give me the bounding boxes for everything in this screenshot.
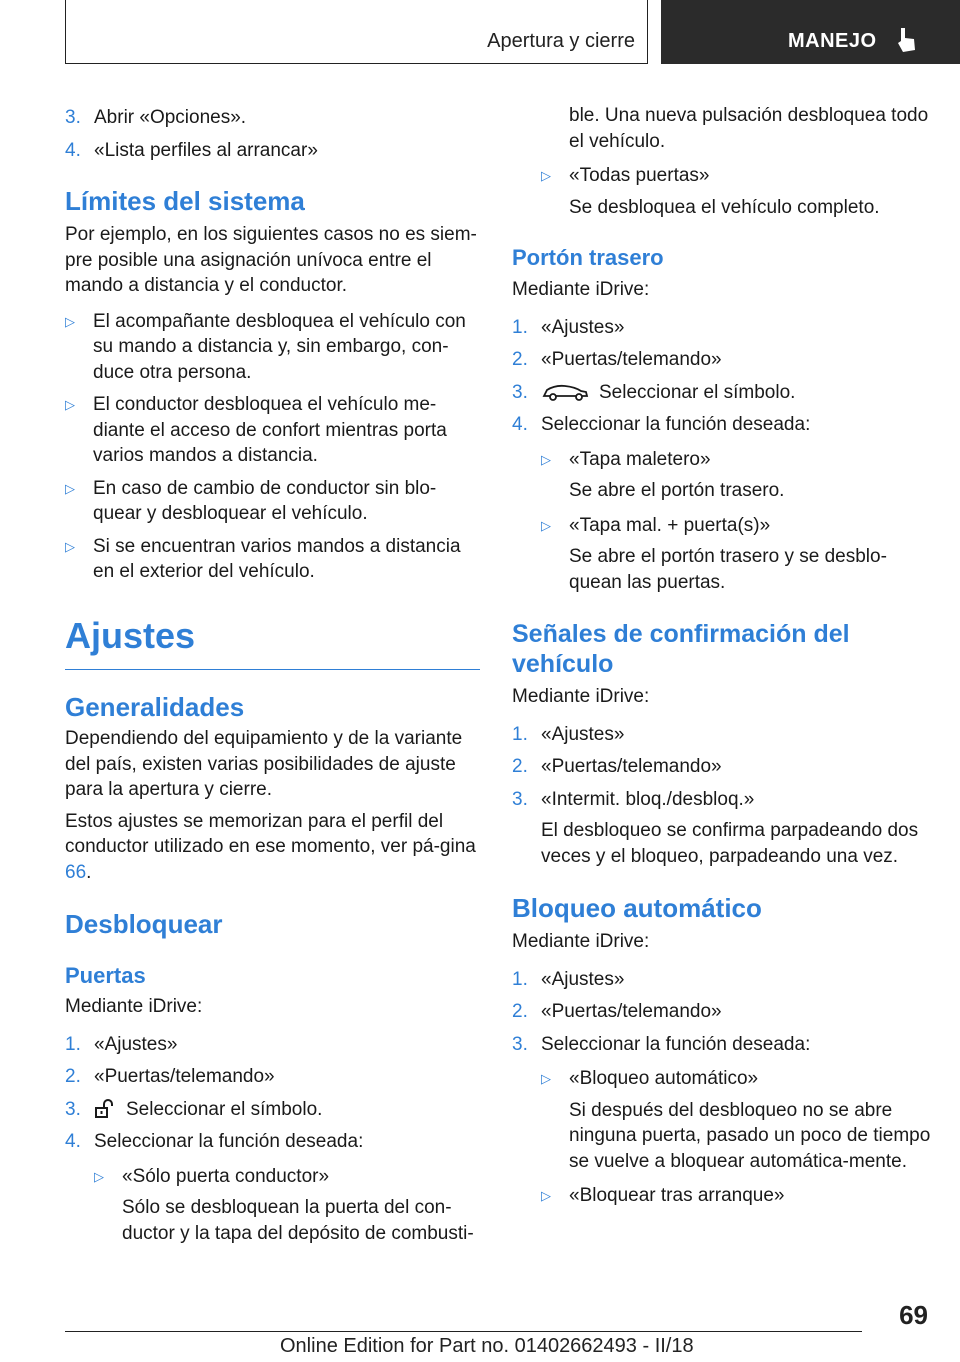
triangle-bullet-icon: ▷ [94, 1168, 104, 1184]
option-description: Sólo se desbloquean la puerta del con-ductor y la tapa del depósito de combusti- [122, 1197, 474, 1244]
chapter-tab[interactable] [661, 0, 960, 64]
general-paragraph-2: Estos ajustes se memorizan para el perfil del conductor utilizado en ese momento, ver pá-gina 66. [65, 810, 476, 883]
general-heading: Generalidades [65, 692, 245, 722]
list-item: 3. Seleccionar el símbolo. [65, 1098, 323, 1120]
triangle-bullet-icon: ▷ [65, 538, 75, 554]
option-description: Se abre el portón trasero. [569, 480, 785, 501]
edition-footer: Online Edition for Part no. 01402662493 - II/18 [280, 1335, 694, 1357]
car-tailgate-icon [541, 382, 589, 402]
unlock-heading: Desbloquear [65, 909, 223, 939]
option-description: Se desbloquea el vehículo completo. [569, 196, 880, 218]
page-number: 69 [899, 1300, 928, 1330]
list-item: 1. «Ajustes» [512, 723, 625, 745]
ajustes-heading: Ajustes [65, 614, 196, 656]
bullet-item: ▷ En caso de cambio de conductor sin blo-quear y desbloquear el vehículo. [65, 477, 437, 524]
limits-heading: Límites del sistema [65, 186, 305, 216]
list-item: 4. «Lista perfiles al arrancar» [65, 139, 318, 161]
step-description: El desbloqueo se confirma parpadeando dos veces y el bloqueo, parpadeando una vez. [541, 820, 919, 867]
footer-rule [65, 1331, 862, 1332]
list-item: 4. Seleccionar la función deseada: [65, 1131, 364, 1152]
triangle-bullet-icon: ▷ [541, 451, 551, 467]
limits-intro: Por ejemplo, en los siguientes casos no es siem-pre posible una asignación unívoca entre el mando a distancia y el conductor. [65, 224, 477, 296]
list-item: 3. Abrir «Opciones». [65, 107, 247, 128]
signals-heading: Señales de confirmación del vehículo [512, 620, 850, 678]
option-description: Si después del desbloqueo no se abre ninguna puerta, pasado un poco de tiempo se vuelve a bloquear automática-mente. [569, 1099, 931, 1172]
right-column [512, 103, 932, 1209]
triangle-bullet-icon: ▷ [65, 480, 75, 496]
option-item: ▷ «Todas puertas» Se desbloquea el vehículo completo. [541, 163, 932, 220]
signals-intro: Mediante iDrive: [512, 686, 650, 707]
triangle-bullet-icon: ▷ [541, 1071, 551, 1086]
option-item: ▷ «Sólo puerta conductor» Sólo se desbloquean la puerta del con-ductor y la tapa del depósito de combusti- [94, 1164, 480, 1247]
option-item: ▷ «Tapa mal. + puerta(s)» Se abre el portón trasero y se desblo-quean las puertas. [541, 513, 932, 596]
triangle-bullet-icon: ▷ [541, 168, 551, 183]
list-item: 3. Seleccionar el símbolo. [512, 381, 796, 403]
triangle-bullet-icon: ▷ [65, 313, 75, 329]
list-item: 2. «Puertas/telemando» [512, 1001, 722, 1022]
autolock-intro: Mediante iDrive: [512, 931, 650, 952]
general-paragraph-1: Dependiendo del equipamiento y de la variante del país, existen varias posibilidades de ajuste para la apertura y cierre. [65, 728, 463, 800]
unlocked-padlock-icon [94, 1099, 116, 1119]
list-item: 2. «Puertas/telemando» [512, 756, 722, 777]
triangle-bullet-icon: ▷ [65, 397, 75, 412]
doors-heading: Puertas [65, 963, 146, 988]
list-item: 1. «Ajustes» [512, 316, 625, 338]
list-item: 3. «Intermit. bloq./desbloq.» El desbloqueo se confirma parpadeando dos veces y el bloqueo, parpadeando una vez. [512, 787, 932, 870]
option-item: ▷ «Bloqueo automático» Si después del desbloqueo no se abre ninguna puerta, pasado un poco de tiempo se vuelve a bloquear automática-mente. [541, 1066, 932, 1174]
list-item: 3. Seleccionar la función deseada: [512, 1033, 811, 1055]
triangle-bullet-icon: ▷ [541, 1188, 551, 1203]
list-item: 4. Seleccionar la función deseada: [512, 414, 811, 435]
bullet-item: ▷ El acompañante desbloquea el vehículo con su mando a distancia y, sin embargo, con-duce otra persona. [65, 310, 466, 383]
list-item: 1. «Ajustes» [512, 968, 625, 990]
list-item: 2. «Puertas/telemando» [512, 349, 722, 370]
hand-pointer-icon [895, 26, 917, 54]
section-title: Apertura y cierre [487, 30, 635, 52]
continued-option: ble. Una nueva pulsación desbloquea todo el vehículo. [569, 105, 929, 152]
triangle-bullet-icon: ▷ [541, 517, 551, 533]
header-section-box [65, 0, 648, 64]
bullet-item: ▷ El conductor desbloquea el vehículo me-diante el acceso de confort mientras porta varios mandos a distancia. [65, 394, 447, 466]
left-column [65, 103, 480, 1246]
autolock-heading: Bloqueo automático [512, 893, 762, 923]
doors-intro: Mediante iDrive: [65, 996, 203, 1017]
list-item: 2. «Puertas/telemando» [65, 1066, 275, 1087]
tailgate-heading: Portón trasero [512, 245, 664, 270]
chapter-tab-label: MANEJO [788, 30, 877, 52]
bullet-item: ▷ Si se encuentran varios mandos a distancia en el exterior del vehículo. [65, 535, 461, 582]
option-item: ▷ «Bloquear tras arranque» [541, 1183, 932, 1209]
option-description: Se abre el portón trasero y se desblo-quean las puertas. [569, 546, 887, 593]
heading-rule [65, 669, 480, 671]
tailgate-intro: Mediante iDrive: [512, 279, 650, 300]
page-link[interactable]: 66 [65, 861, 87, 883]
option-item: ▷ «Tapa maletero» Se abre el portón trasero. [541, 447, 932, 504]
list-item: 1. «Ajustes» [65, 1033, 178, 1055]
